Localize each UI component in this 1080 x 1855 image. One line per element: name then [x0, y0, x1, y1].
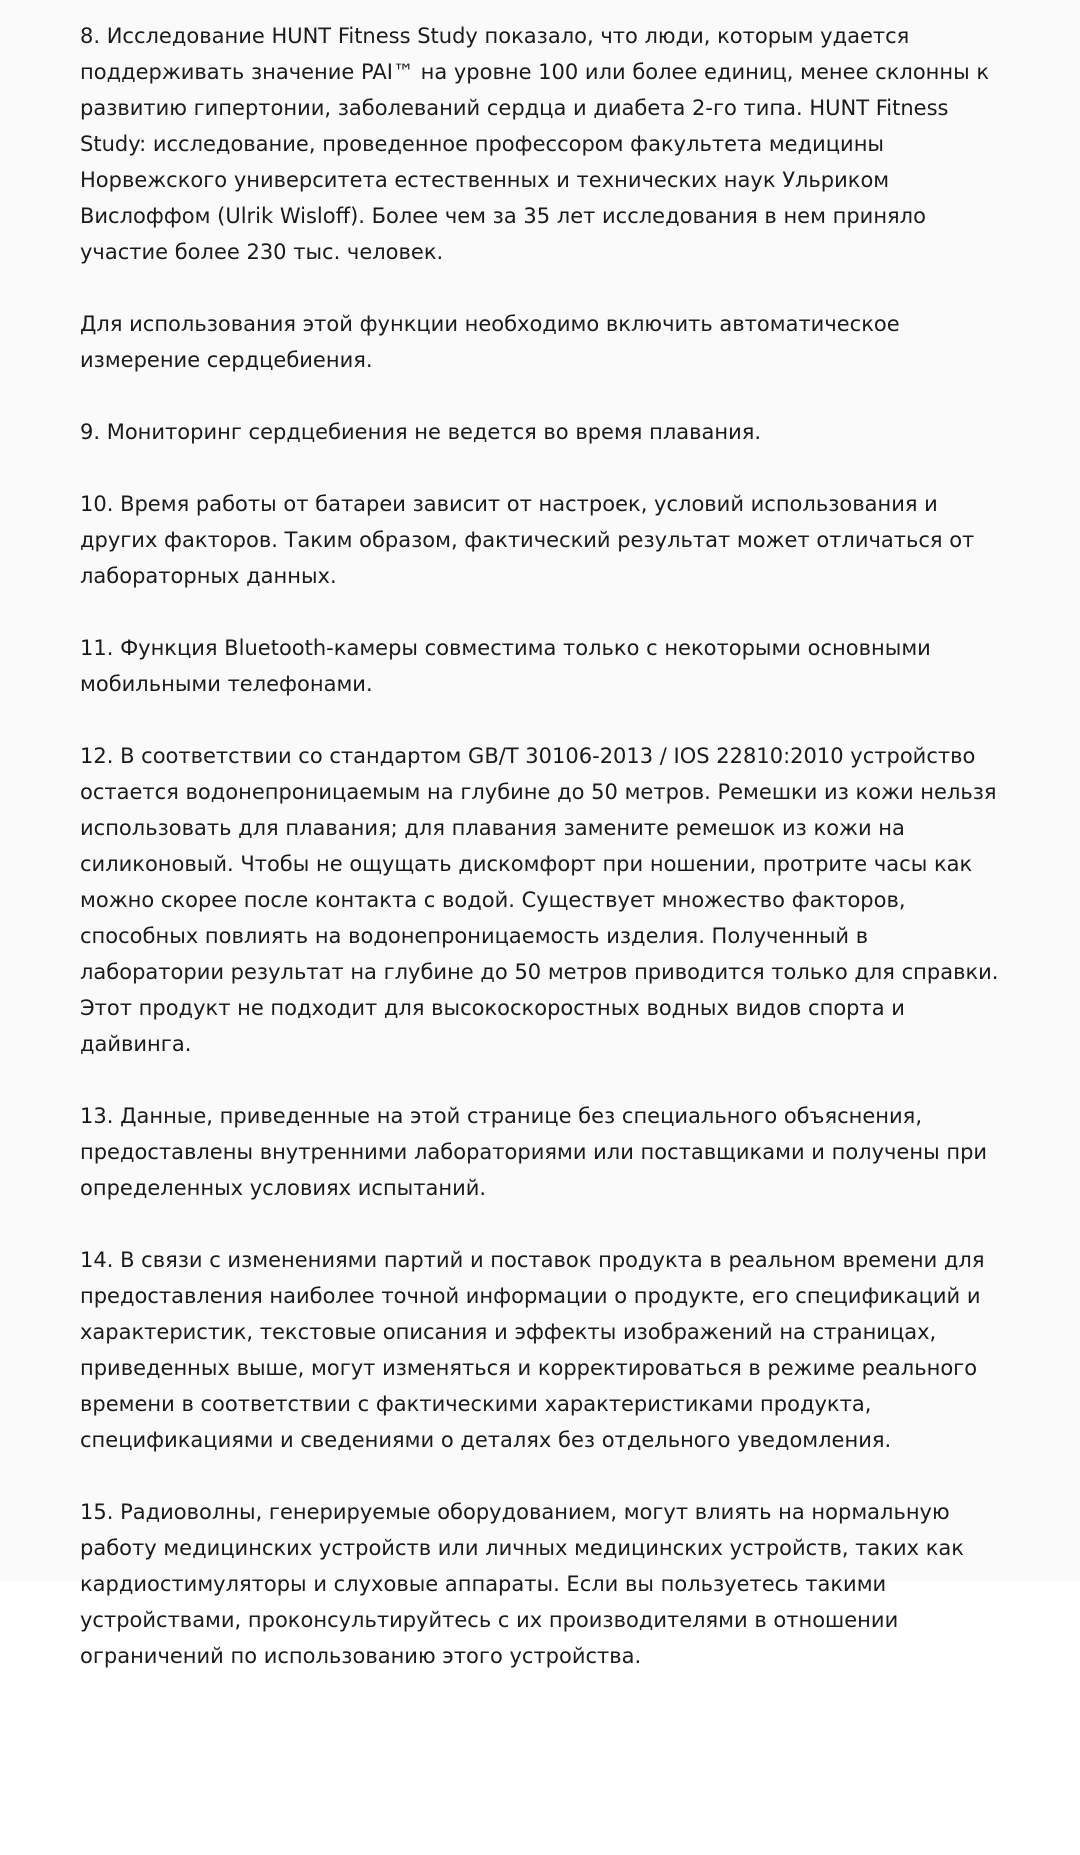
footnote-14: 14. В связи с изменениями партий и поставок продукта в реальном времени для предоставления наиболее точной информации о продукте, его спецификаций и характеристик, текстовые описания и эффекты изображений на страницах, приведенных выше, могут изменяться и корректироваться в режиме реального времени в соответствии с фактическими характеристиками продукта, спецификациями и сведениями о деталях без отдельного уведомления.: [80, 1248, 985, 1452]
footnote-10: 10. Время работы от батареи зависит от настроек, условий использования и других факторов. Таким образом, фактический результат может отличаться от лабораторных данных.: [80, 492, 975, 588]
footnote-15: 15. Радиоволны, генерируемые оборудованием, могут влиять на нормальную работу медицинских устройств или личных медицинских устройств, таких как кардиостимуляторы и слуховые аппараты. Если вы пользуетесь такими устройствами, проконсультируйтесь с их производителями в отношении ограничений по использованию этого устройства.: [80, 1500, 964, 1668]
footnote-8-requirement: Для использования этой функции необходимо включить автоматическое измерение сердцебиения.: [80, 312, 900, 372]
footnote-13: 13. Данные, приведенные на этой странице без специального объяснения, предоставлены внутренними лабораториями или поставщиками и получены при определенных условиях испытаний.: [80, 1104, 988, 1200]
footnote-11: 11. Функция Bluetooth-камеры совместима только с некоторыми основными мобильными телефонами.: [80, 636, 931, 696]
footnote-8: 8. Исследование HUNT Fitness Study показало, что люди, которым удается поддерживать значение PAI™ на уровне 100 или более единиц, менее склонны к развитию гипертонии, заболеваний сердца и диабета 2-го типа. HUNT Fitness Study: исследование, проведенное профессором факультета медицины Норвежского университета естественных и технических наук Ульриком Вислоффом (Ulrik Wisloff). Более чем за 35 лет исследования в нем приняло участие более 230 тыс. человек.: [80, 24, 990, 264]
footnote-9: 9. Мониторинг сердцебиения не ведется во время плавания.: [80, 420, 762, 444]
footnotes-list: [80, 18, 1010, 1710]
footnote-12: 12. В соответствии со стандартом GB/T 30106-2013 / IOS 22810:2010 устройство остается водонепроницаемым на глубине до 50 метров. Ремешки из кожи нельзя использовать для плавания; для плавания замените ремешок из кожи на силиконовый. Чтобы не ощущать дискомфорт при ношении, протрите часы как можно скорее после контакта с водой. Существует множество факторов, способных повлиять на водонепроницаемость изделия. Полученный в лаборатории результат на глубине до 50 метров приводится только для справки. Этот продукт не подходит для высокоскоростных водных видов спорта и дайвинга.: [80, 744, 999, 1056]
